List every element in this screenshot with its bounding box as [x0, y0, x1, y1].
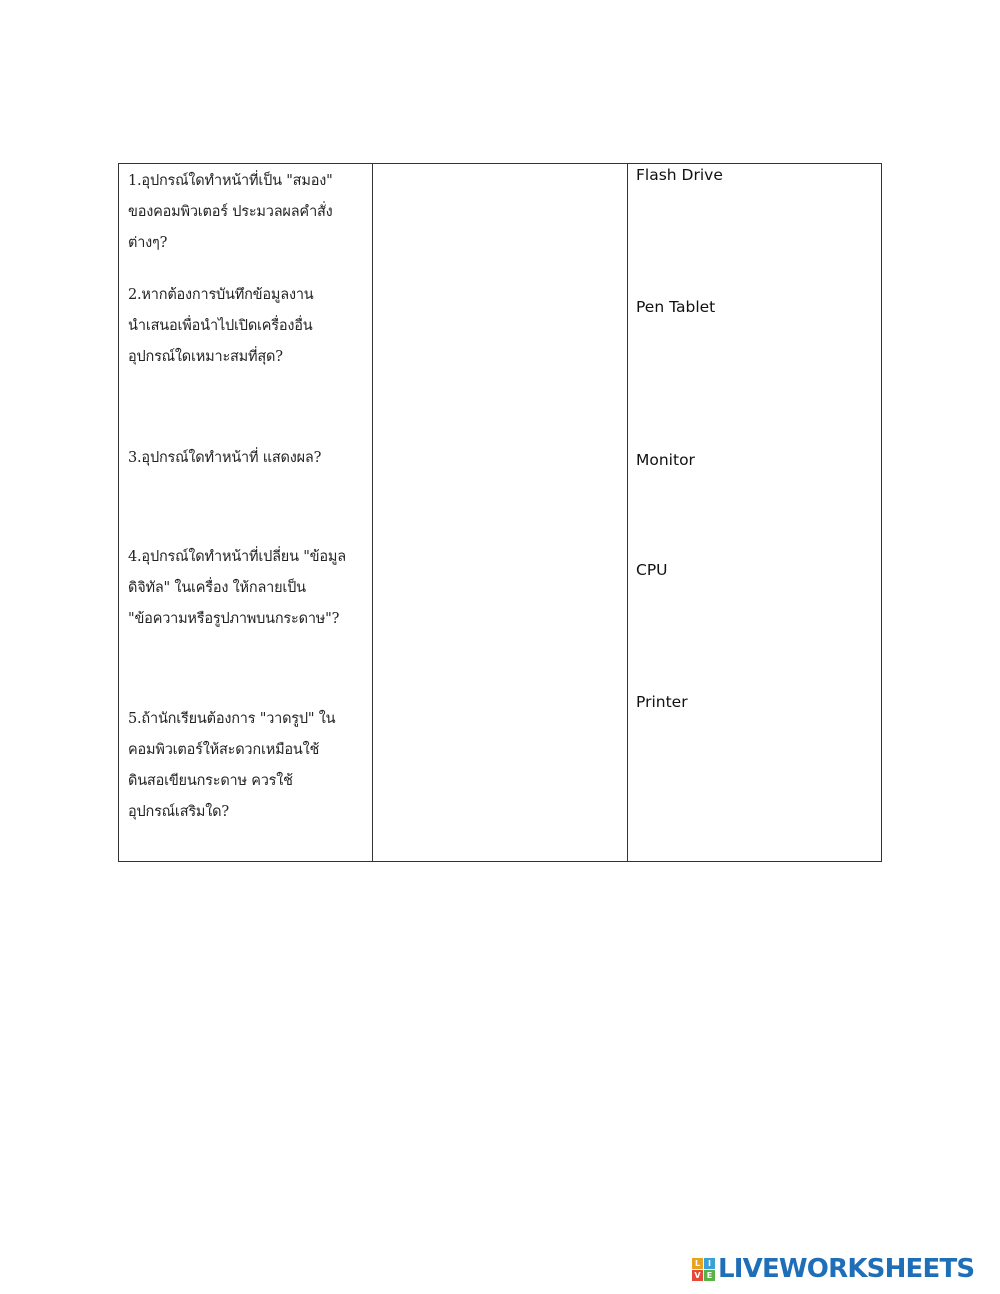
- question-2: 2.หากต้องการบันทึกข้อมูลงาน นำเสนอเพื่อนำไปเปิดเครื่องอื่น อุปกรณ์ใดเหมาะสมที่สุด?: [128, 287, 314, 365]
- choice-pen-tablet[interactable]: Pen Tablet: [636, 298, 716, 316]
- question-4: 4.อุปกรณ์ใดทำหน้าที่เปลี่ยน "ข้อมูล ดิจิทัล" ในเครื่อง ให้กลายเป็น "ข้อความหรือรูปภาพบนกระดาษ"?: [128, 549, 346, 627]
- matching-table: [118, 163, 882, 862]
- choice-cpu[interactable]: CPU: [636, 561, 668, 579]
- logo-letter-l: L: [692, 1258, 703, 1269]
- question-1: 1.อุปกรณ์ใดทำหน้าที่เป็น "สมอง" ของคอมพิวเตอร์ ประมวลผลคำสั่ง ต่างๆ?: [128, 173, 333, 251]
- question-3: 3.อุปกรณ์ใดทำหน้าที่ แสดงผล?: [128, 450, 322, 466]
- questions-column: [119, 164, 373, 861]
- choice-flash-drive[interactable]: Flash Drive: [636, 166, 723, 184]
- answer-column[interactable]: [373, 164, 628, 861]
- question-5: 5.ถ้านักเรียนต้องการ "วาดรูป" ใน คอมพิวเตอร์ให้สะดวกเหมือนใช้ ดินสอเขียนกระดาษ ควรใช้ อุปกรณ์เสริมใด?: [128, 711, 336, 820]
- liveworksheets-logo: [692, 1252, 974, 1286]
- live-logo-icon: [692, 1258, 715, 1281]
- choices-column: [628, 164, 882, 861]
- logo-letter-i: I: [704, 1258, 715, 1269]
- logo-text: LIVEWORKSHEETS: [718, 1254, 975, 1284]
- logo-letter-e: E: [704, 1270, 715, 1281]
- choice-printer[interactable]: Printer: [636, 693, 688, 711]
- logo-letter-v: V: [692, 1270, 703, 1281]
- choice-monitor[interactable]: Monitor: [636, 451, 695, 469]
